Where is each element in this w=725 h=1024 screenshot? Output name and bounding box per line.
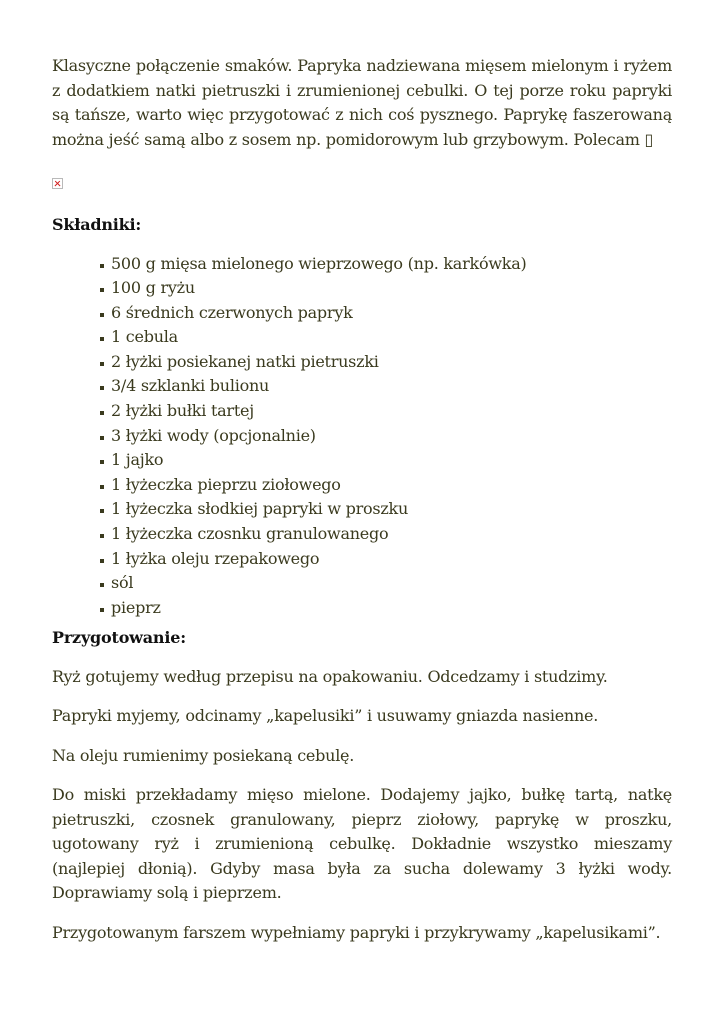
preparation-step: Na oleju rumienimy posiekaną cebulę.	[52, 745, 355, 765]
intro-paragraph	[52, 54, 672, 152]
preparation-step: Do miski przekładamy mięso mielone. Dodajemy jajko, bułkę tartą, natkę pietruszki, czosnek granulowany, pieprz ziołowy, paprykę w proszku, ugotowany ryż i zrumienioną cebulkę. Dokładnie wszystko mieszamy (najlepiej dłonią). Gdyby masa była za sucha dolewamy 3 łyżki wody. Doprawiamy solą i pieprzem.	[52, 785, 672, 903]
ingredient-item: 3/4 szklanki bulionu	[100, 374, 672, 399]
ingredients-heading: Składniki:	[52, 215, 142, 234]
ingredient-item: 1 łyżeczka czosnku granulowanego	[100, 522, 672, 547]
ingredient-item: 2 łyżki posiekanej natki pietruszki	[100, 350, 672, 375]
ingredient-item: sól	[100, 571, 672, 596]
intro-glyph: ▯	[644, 129, 654, 149]
ingredient-item: 3 łyżki wody (opcjonalnie)	[100, 424, 672, 449]
ingredient-item: 500 g mięsa mielonego wieprzowego (np. karkówka)	[100, 252, 672, 277]
broken-image-icon	[52, 178, 63, 189]
ingredient-item: 1 łyżeczka słodkiej papryki w proszku	[100, 497, 672, 522]
article-content	[52, 54, 672, 960]
ingredient-item: 1 jajko	[100, 448, 672, 473]
preparation-heading: Przygotowanie:	[52, 628, 186, 648]
ingredients-list	[52, 252, 672, 621]
ingredient-item: pieprz	[100, 596, 672, 621]
ingredient-item: 6 średnich czerwonych papryk	[100, 301, 672, 326]
ingredient-item: 1 cebula	[100, 325, 672, 350]
ingredient-item: 100 g ryżu	[100, 276, 672, 301]
ingredient-item: 2 łyżki bułki tartej	[100, 399, 672, 424]
ingredient-item: 1 łyżka oleju rzepakowego	[100, 547, 672, 572]
preparation-step: Ryż gotujemy według przepisu na opakowaniu. Odcedzamy i studzimy.	[52, 666, 608, 686]
preparation-step: Przygotowanym farszem wypełniamy papryki i przykrywamy „kapelusikami”.	[52, 922, 661, 942]
preparation-step: Papryki myjemy, odcinamy „kapelusiki” i usuwamy gniazda nasienne.	[52, 706, 599, 726]
intro-text: Klasyczne połączenie smaków. Papryka nadziewana mięsem mielonym i ryżem z dodatkiem natki pietruszki i zrumienionej cebulki. O tej porze roku papryki są tańsze, warto więc przygotować z nich coś pysznego. Paprykę faszerowaną można jeść samą albo z sosem np. pomidorowym lub grzybowym. Polecam	[52, 56, 672, 149]
ingredient-item: 1 łyżeczka pieprzu ziołowego	[100, 473, 672, 498]
